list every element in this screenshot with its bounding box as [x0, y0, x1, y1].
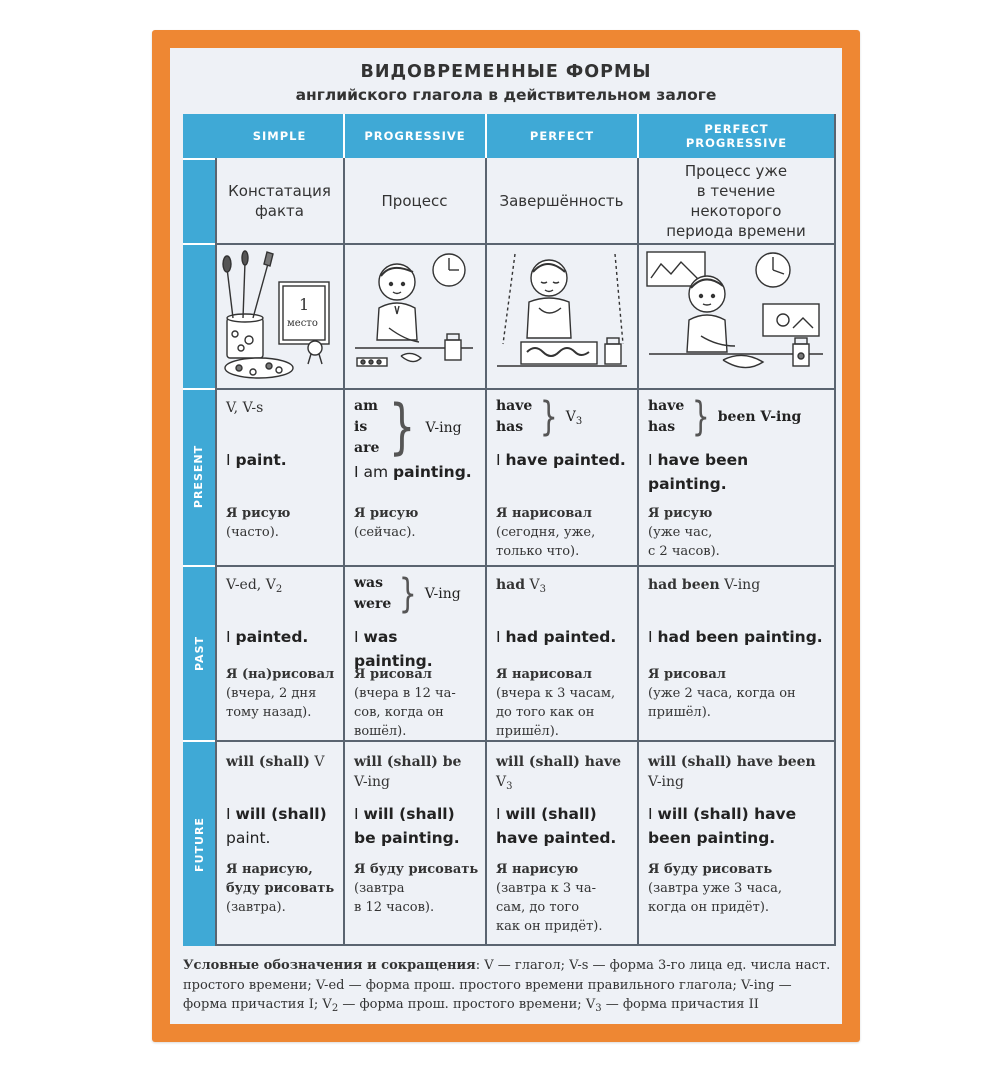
formula: will (shall) V [226, 754, 325, 770]
reference-card [152, 30, 860, 1042]
example-sentence: I have painted. [496, 451, 626, 469]
example-sentence: I am painting. [354, 463, 472, 481]
formula: was were } V-ing [354, 571, 461, 617]
card-title: ВИДОВРЕМЕННЫЕ ФОРМЫ [360, 62, 652, 82]
concept-simple: Констатация факта [228, 181, 331, 220]
svg-text:1: 1 [299, 295, 310, 314]
column-header-progressive: PROGRESSIVE [344, 114, 486, 158]
svg-text:место: место [287, 318, 318, 329]
example-sentence: I will (shall) have been painting. [648, 805, 797, 847]
formula: will (shall) have $V_3$ [496, 754, 622, 792]
example-sentence: I had been painting. [648, 628, 823, 646]
example-sentence: I was painting. [354, 628, 433, 670]
example-sentence: I will (shall) be painting. [354, 805, 460, 847]
translation: Я нарисовал (вчера к 3 часам, до того как он пришёл). [496, 667, 616, 739]
translation: Я нарисовал (сегодня, уже, только что). [496, 506, 596, 559]
boy-finished-painting-illustration [491, 248, 633, 382]
column-header-simple: SIMPLE [215, 114, 344, 158]
formula: V, V-s [226, 400, 264, 416]
concept-progressive: Процесс [381, 191, 448, 210]
paint-supplies-illustration [219, 248, 339, 382]
formula: have has } been V-ing [648, 394, 802, 440]
translation: Я рисую (уже час, с 2 часов). [648, 506, 720, 559]
formula: V-ed, $V_2$ [226, 577, 283, 595]
formula: will (shall) have been V-ing [648, 754, 816, 790]
translation: Я рисовал (уже 2 часа, когда он пришёл). [648, 667, 796, 720]
formula: have has } $V_3$ [496, 394, 583, 440]
example-sentence: I had painted. [496, 628, 617, 646]
translation: Я буду рисовать (завтра в 12 часов). [354, 862, 479, 915]
legend-text: : V — глагол; V-s — форма 3-го лица ед. числа наст. простого времени; V-ed — форма прош. простого времени правильного глагола; V-ing — форма причастия I; $V_2$ — форма прош. простого времени; $V_3$ — форма причастия II [183, 958, 831, 1014]
translation: Я буду рисовать (завтра уже 3 часа, когда он придёт). [648, 862, 782, 915]
row-label-past: PAST [192, 636, 206, 671]
legend: Условные обозначения и сокращения: V — глагол; V-s — форма 3-го лица ед. числа наст. простого времени; V-ed — форма прош. простого времени правильного глагола; V-ing — форма причастия I; $V_2$ — форма прош. простого времени; $V_3$ — форма причастия II [183, 958, 831, 1014]
boy-painting-long-time-illustration [643, 248, 829, 382]
row-label-future: FUTURE [192, 816, 206, 872]
example-sentence: I have been painting. [648, 451, 749, 493]
boy-painting-clock-illustration [349, 248, 481, 382]
translation: Я рисую (сейчас). [354, 506, 419, 540]
example-sentence: I paint. [226, 451, 287, 469]
column-header-perfect: PERFECT [486, 114, 638, 158]
formula: will (shall) be V-ing [354, 754, 462, 790]
tense-table [183, 114, 835, 946]
translation: Я рисую (часто). [226, 506, 291, 540]
card-panel [170, 48, 842, 1024]
card-subtitle: английского глагола в действительном залоге [295, 86, 717, 104]
example-sentence: I will (shall) paint. [226, 805, 327, 847]
column-header-perfect-progressive: PERFECT PROGRESSIVE [638, 114, 835, 158]
formula: am is are } V-ing [354, 392, 462, 462]
concept-perfect-progressive: Процесс уже в течение некоторого периода времени [666, 161, 806, 240]
translation: Я нарисую (завтра к 3 ча- сам, до того как он придёт). [496, 862, 603, 934]
formula: had been V-ing [648, 577, 761, 593]
translation: Я нарисую, буду рисовать (завтра). [226, 862, 335, 915]
translation: Я рисовал (вчера в 12 ча- сов, когда он вошёл). [354, 667, 456, 739]
formula: had $V_3$ [496, 577, 546, 595]
example-sentence: I painted. [226, 628, 309, 646]
example-sentence: I will (shall) have painted. [496, 805, 617, 847]
row-label-present: PRESENT [192, 444, 206, 509]
translation: Я (на)рисовал (вчера, 2 дня тому назад). [226, 667, 335, 720]
concept-perfect: Завершённость [499, 191, 624, 210]
